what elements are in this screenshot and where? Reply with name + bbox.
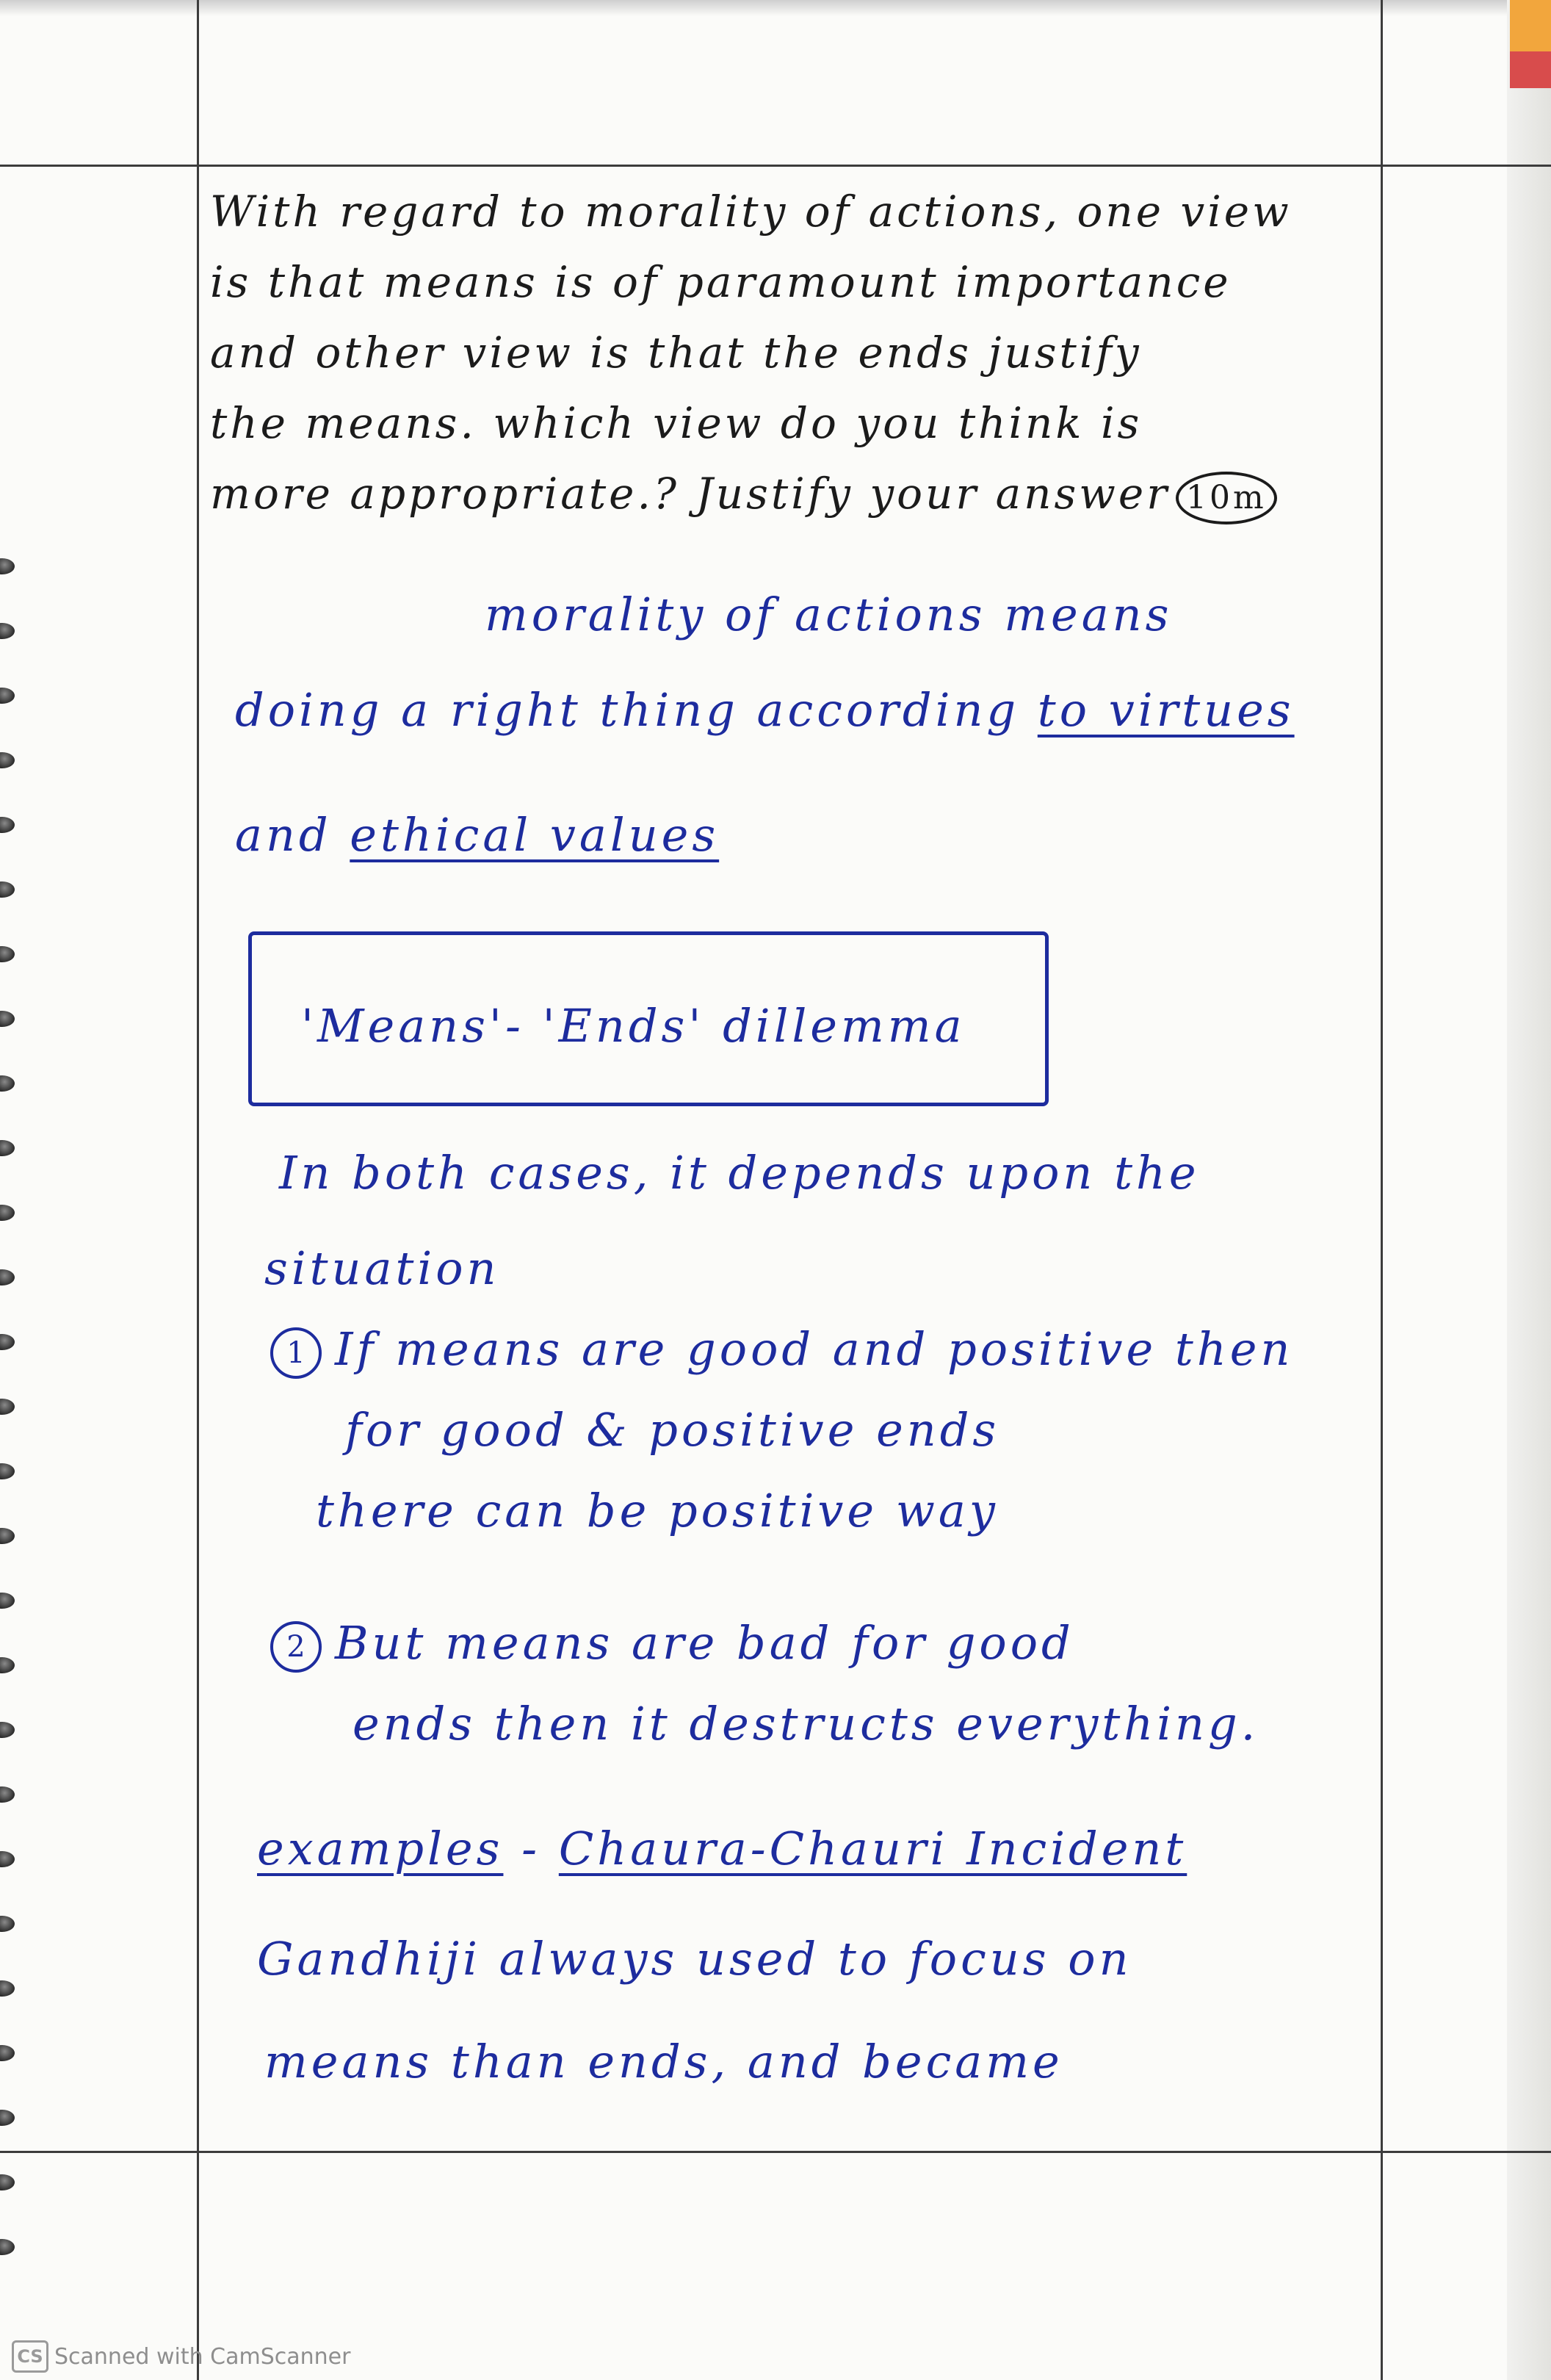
spiral-ring — [0, 1528, 15, 1544]
bottom-rule-line — [0, 2151, 1551, 2153]
question-block — [210, 176, 1392, 529]
point-number-circle: 2 — [270, 1621, 322, 1673]
spiral-ring — [0, 1851, 15, 1867]
spiral-ring — [0, 1980, 15, 1997]
question-line: and other view is that the ends justify — [210, 328, 1142, 378]
spiral-ring — [0, 1657, 15, 1673]
spiral-ring — [0, 881, 15, 898]
examples-line — [257, 1822, 1187, 1875]
point-1-line-1 — [270, 1322, 1293, 1379]
point-2-line-2: ends then it destructs everything. — [352, 1697, 1259, 1750]
spiral-ring — [0, 2110, 15, 2126]
examples-label: examples — [257, 1822, 504, 1875]
spiral-ring — [0, 946, 15, 962]
question-line: With regard to morality of actions, one view — [210, 187, 1292, 237]
underlined-virtues: to virtues — [1037, 683, 1295, 737]
spiral-ring — [0, 1140, 15, 1156]
point-2-line-1 — [270, 1616, 1074, 1673]
page-tab-orange — [1510, 0, 1551, 51]
spiral-ring — [0, 558, 15, 574]
definition-line-1: morality of actions means — [485, 588, 1173, 641]
question-line: is that means is of paramount importance — [210, 257, 1232, 307]
spiral-ring — [0, 1399, 15, 1415]
question-line-with-marks — [210, 458, 1392, 529]
definition-line-3 — [235, 808, 719, 862]
top-rule-line — [0, 165, 1551, 167]
point-1-line-3: there can be positive way — [316, 1484, 999, 1537]
point-number-circle: 1 — [270, 1327, 322, 1379]
spiral-ring — [0, 752, 15, 768]
question-line: more appropriate.? Justify your answer — [210, 469, 1170, 519]
gandhi-line-1: Gandhiji always used to focus on — [257, 1932, 1132, 1986]
spiral-ring — [0, 2174, 15, 2190]
point-text: If means are good and positive then — [335, 1322, 1294, 1376]
underlined-ethical-values: ethical values — [350, 808, 720, 862]
left-margin-line — [197, 0, 199, 2380]
both-cases-line-1: In both cases, it depends upon the — [279, 1146, 1200, 1200]
camscanner-logo-icon: CS — [12, 2340, 48, 2373]
marks-badge: 10m — [1176, 472, 1277, 524]
spiral-ring — [0, 817, 15, 833]
chaura-chauri-incident: Chaura-Chauri Incident — [558, 1822, 1187, 1875]
spiral-ring — [0, 1011, 15, 1027]
spiral-ring — [0, 1463, 15, 1479]
spiral-ring — [0, 1722, 15, 1738]
examples-dash: - — [503, 1822, 559, 1875]
spiral-ring — [0, 1593, 15, 1609]
gandhi-line-2: means than ends, and became — [264, 2035, 1063, 2088]
definition-text: doing a right thing according — [235, 683, 1038, 737]
spiral-ring — [0, 1916, 15, 1932]
spiral-ring — [0, 688, 15, 704]
camscanner-watermark — [12, 2340, 350, 2373]
spiral-ring — [0, 1786, 15, 1803]
page-tab-red — [1510, 51, 1551, 88]
means-ends-heading: 'Means'- 'Ends' dillemma — [301, 999, 966, 1053]
point-1-line-2: for good & positive ends — [345, 1403, 1000, 1457]
spiral-binding — [0, 558, 29, 2307]
page-edge — [1507, 0, 1551, 2380]
camscanner-label: Scanned with CamScanner — [54, 2343, 351, 2370]
definition-text: and — [235, 808, 350, 862]
spiral-ring — [0, 1269, 15, 1285]
spiral-ring — [0, 1205, 15, 1221]
spiral-ring — [0, 623, 15, 639]
point-text: But means are bad for good — [335, 1616, 1074, 1670]
page-top-shadow — [0, 0, 1551, 16]
definition-line-2 — [235, 683, 1295, 737]
both-cases-line-2: situation — [264, 1241, 500, 1295]
spiral-ring — [0, 2045, 15, 2061]
spiral-ring — [0, 1075, 15, 1092]
spiral-ring — [0, 1334, 15, 1350]
question-line: the means. which view do you think is — [210, 398, 1143, 448]
spiral-ring — [0, 2239, 15, 2255]
